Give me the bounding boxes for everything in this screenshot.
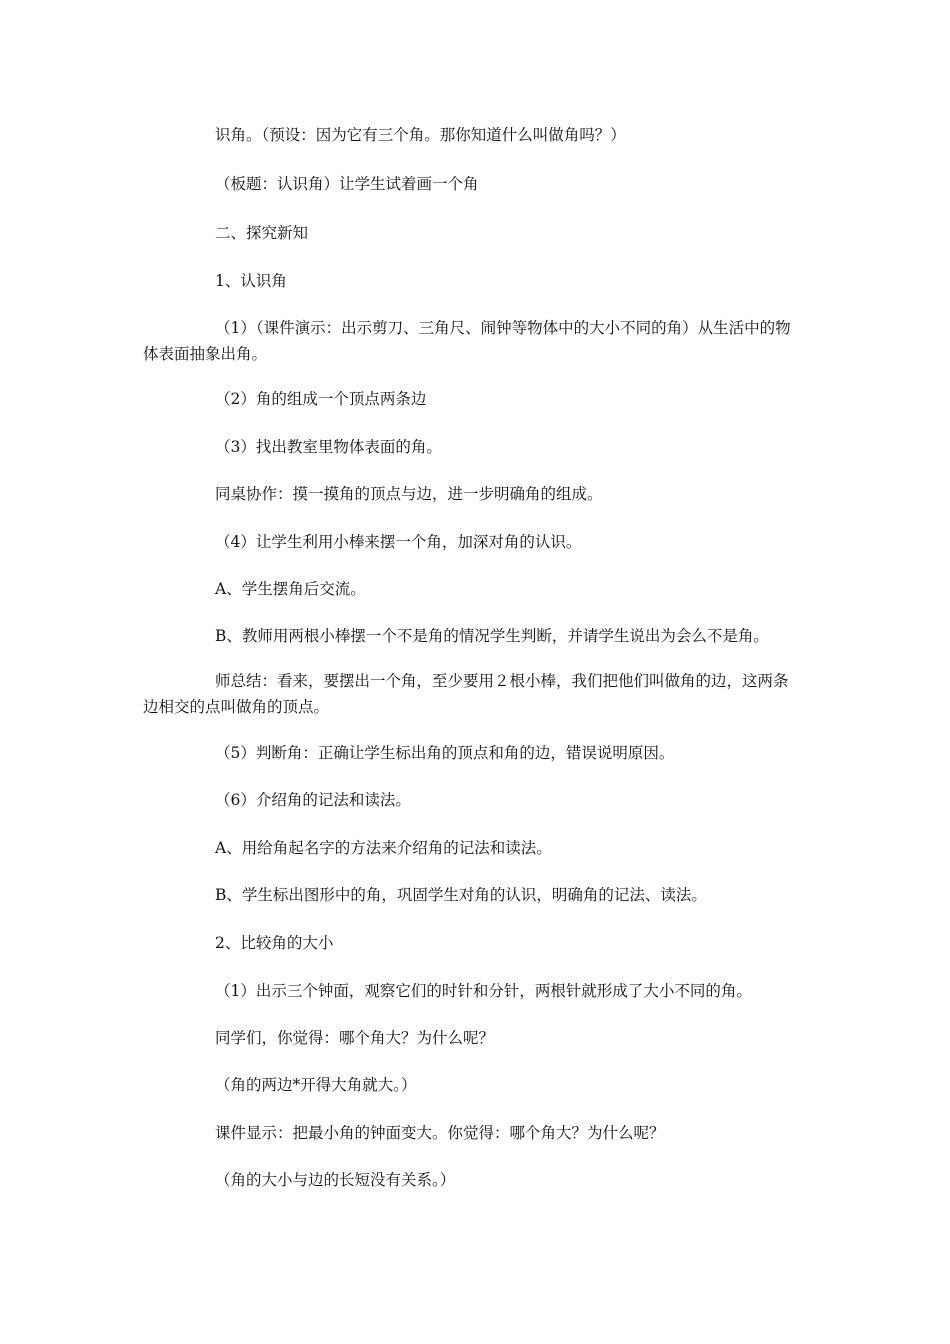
paragraph-line: 师总结：看来，要摆出一个角，至少要用２根小棒，我们把他们叫做角的边，这两条 xyxy=(215,672,789,690)
paragraph-board-title: （板题：认识角）让学生试着画一个角 xyxy=(215,175,479,193)
paragraph-line: 体表面抽象出角。 xyxy=(143,345,268,363)
paragraph-courseware-demo xyxy=(143,315,815,367)
paragraph-angle-parts: （2）角的组成一个顶点两条边 xyxy=(215,390,427,408)
paragraph-item-a-exchange: A、学生摆角后交流。 xyxy=(215,580,366,598)
paragraph-desk-mate-cooperation: 同桌协作：摸一摸角的顶点与边，进一步明确角的组成。 xyxy=(215,485,603,503)
paragraph-item-a-naming: A、用给角起名字的方法来介绍角的记法和读法。 xyxy=(215,839,552,857)
paragraph-line: 边相交的点叫做角的顶点。 xyxy=(143,698,330,716)
paragraph-preset-question: 识角。（预设：因为它有三个角。那你知道什么叫做角吗？） xyxy=(215,126,626,144)
paragraph-side-length-irrelevant: （角的大小与边的长短没有关系。） xyxy=(215,1171,456,1189)
paragraph-sticks-angle: （4）让学生利用小棒来摆一个角，加深对角的认识。 xyxy=(215,533,582,551)
paragraph-item-b-judge: B、教师用两根小棒摆一个不是角的情况学生判断，并请学生说出为会么不是角。 xyxy=(215,627,769,645)
paragraph-teacher-summary xyxy=(143,668,815,720)
paragraph-notation-intro: （6）介绍角的记法和读法。 xyxy=(215,791,411,809)
paragraph-which-bigger: 同学们，你觉得：哪个角大？为什么呢？ xyxy=(215,1029,495,1047)
paragraph-find-angles: （3）找出教室里物体表面的角。 xyxy=(215,438,442,456)
subsection-heading-compare-size: 2、比较角的大小 xyxy=(215,934,334,952)
paragraph-three-clocks: （1）出示三个钟面，观察它们的时针和分针，两根针就形成了大小不同的角。 xyxy=(215,982,752,1000)
paragraph-item-b-label: B、学生标出图形中的角，巩固学生对角的认识，明确角的记法、读法。 xyxy=(215,886,707,904)
paragraph-wider-bigger: （角的两边*开得大角就大。） xyxy=(215,1076,417,1094)
paragraph-judge-angle: （5）判断角：正确让学生标出角的顶点和角的边，错误说明原因。 xyxy=(215,744,675,762)
subsection-heading-recognize-angle: 1、认识角 xyxy=(215,272,287,290)
section-heading-explore: 二、探究新知 xyxy=(215,224,309,242)
paragraph-line: （1）（课件演示：出示剪刀、三角尺、闹钟等物体中的大小不同的角）从生活中的物 xyxy=(215,319,791,337)
paragraph-enlarge-clock: 课件显示：把最小角的钟面变大。你觉得：哪个角大？为什么呢？ xyxy=(215,1124,665,1142)
